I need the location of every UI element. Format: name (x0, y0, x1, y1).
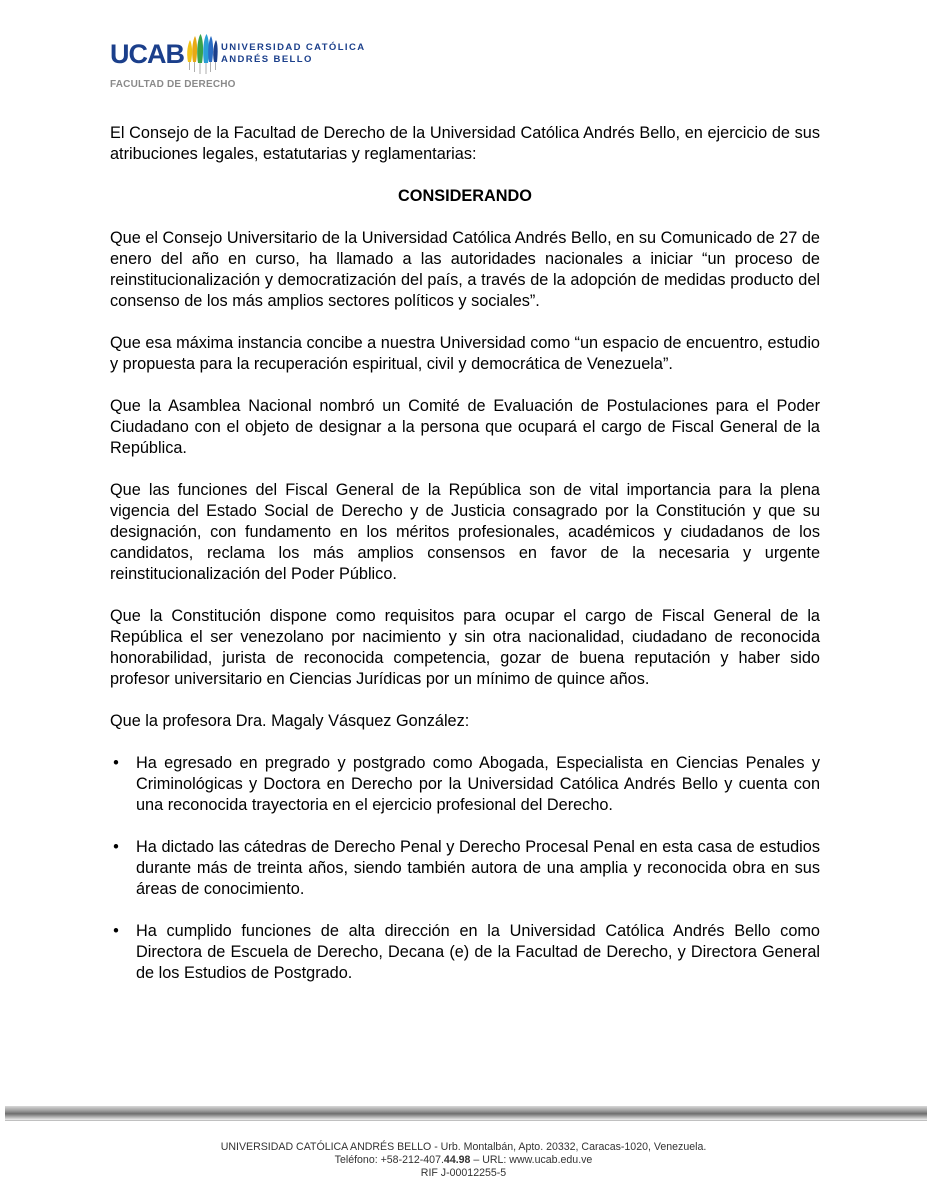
bullet-icon: • (113, 754, 119, 772)
list-item (113, 753, 820, 816)
faculty-name: FACULTAD DE DERECHO (110, 79, 236, 90)
section-heading: CONSIDERANDO (398, 187, 532, 205)
university-name-line1: UNIVERSIDAD CATÓLICA (221, 42, 366, 53)
qualifications-list (110, 753, 820, 984)
footer-divider-line (5, 1120, 927, 1121)
paragraph-5: Que la Constitución dispone como requisitos para ocupar el cargo de Fiscal General de la República el ser venezolano por nacimiento y sin otra nacionalidad, ciudadano de reconocida honorabilidad, jurista de reconocida competencia, gozar de buena reputación y haber sido profesor universitario en Ciencias Jurídicas por un mínimo de quince años. (110, 607, 820, 688)
list-item-text: Ha dictado las cátedras de Derecho Penal y Derecho Procesal Penal en esta casa de estudios durante más de treinta años, siendo también autora de una amplia y reconocida obra en sus áreas de conocimiento. (136, 838, 820, 898)
university-name-line2: ANDRÉS BELLO (221, 54, 313, 65)
intro-paragraph: El Consejo de la Facultad de Derecho de la Universidad Católica Andrés Bello, en ejercicio de sus atribuciones legales, estatutarias y reglamentarias: (110, 124, 820, 163)
footer-phone: Teléfono: +58-212-407. (334, 1154, 444, 1166)
list-item-text: Ha cumplido funciones de alta dirección en la Universidad Católica Andrés Bello como Directora de Escuela de Derecho, Decana (e) de la Facultad de Derecho, y Directora General de los Estudios de Postgrado. (136, 922, 820, 982)
ucab-logo (110, 32, 430, 76)
paragraph-1: Que el Consejo Universitario de la Universidad Católica Andrés Bello, en su Comunicado de 27 de enero del año en curso, ha llamado a las autoridades nacionales a iniciar “un proceso de reinstitucionalización y democratización del país, a través de la adopción de medidas producto del consenso de los más amplios sectores políticos y sociales”. (110, 229, 820, 310)
footer-phone-extension: 44.98 (443, 1154, 471, 1166)
feathers-logo-icon (185, 32, 219, 76)
footer-address: UNIVERSIDAD CATÓLICA ANDRÉS BELLO - Urb. Montalbán, Apto. 20332, Caracas-1020, Venezuela. (220, 1141, 707, 1153)
paragraph-3: Que la Asamblea Nacional nombró un Comité de Evaluación de Postulaciones para el Poder Ciudadano con el objeto de designar a la persona que ocupará el cargo de Fiscal General de la República. (110, 397, 820, 457)
paragraph-4: Que las funciones del Fiscal General de la República son de vital importancia para la plena vigencia del Estado Social de Derecho y de Justicia consagrado por la Constitución y que su designación, con fundamento en los méritos profesionales, académicos y ciudadanos de los candidatos, reclama los más amplios consensos en favor de la necesaria y urgente reinstitucionalización del Poder Público. (110, 481, 820, 583)
list-item-text: Ha egresado en pregrado y postgrado como Abogada, Especialista en Ciencias Penales y Criminológicas y Doctora en Derecho por la Universidad Católica Andrés Bello y cuenta con una reconocida trayectoria en el ejercicio profesional del Derecho. (136, 754, 820, 814)
paragraph-2: Que esa máxima instancia concibe a nuestra Universidad como “un espacio de encuentro, estudio y propuesta para la recuperación espiritual, civil y democrática de Venezuela”. (110, 334, 820, 373)
footer-contact (0, 1154, 927, 1167)
footer-url: – URL: www.ucab.edu.ve (470, 1154, 593, 1166)
paragraph-6: Que la profesora Dra. Magaly Vásquez González: (110, 712, 470, 730)
logo-wordmark: UCAB (110, 38, 184, 69)
bullet-icon: • (113, 922, 119, 940)
letterhead (110, 32, 430, 102)
list-item (113, 921, 820, 984)
document-body (110, 123, 820, 1005)
footer-rif: RIF J-00012255-5 (420, 1167, 507, 1179)
bullet-icon: • (113, 838, 119, 856)
university-name (221, 42, 365, 66)
footer-divider (5, 1106, 927, 1120)
list-item (113, 837, 820, 900)
footer (0, 1141, 927, 1180)
